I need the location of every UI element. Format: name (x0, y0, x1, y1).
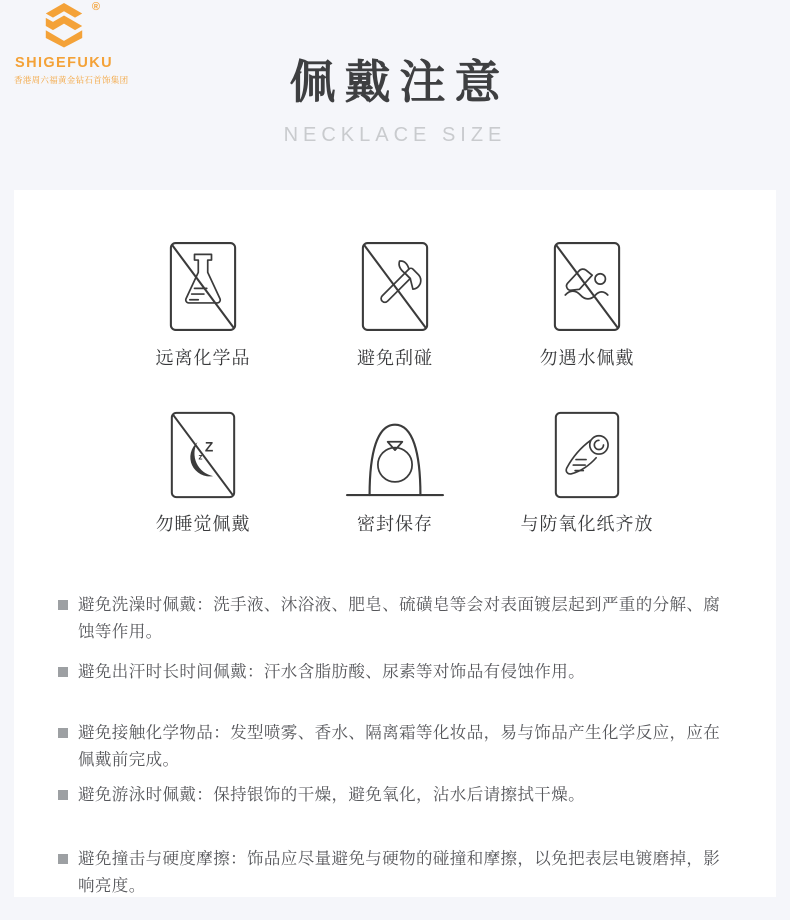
page-subtitle: NECKLACE SIZE (283, 124, 507, 146)
care-item-water (491, 240, 683, 370)
note-text: 避免撞击与硬度摩擦：饰品应尽量避免与硬物的碰撞和摩擦，以免把表层电镀磨掉，影响亮度。 (78, 850, 721, 896)
note-text: 避免洗澡时佩戴：洗手液、沐浴液、肥皂、硫磺皂等会对表面镀层起到严重的分解、腐蚀等作用。 (78, 596, 721, 641)
note-text: 避免接触化学物品：发型喷雾、香水、隔离霜等化妆品，易与饰品产生化学反应，应在佩戴前完成。 (78, 724, 721, 769)
brand-logo (14, 1, 129, 86)
sealed-storage-icon (343, 406, 447, 499)
bullet-square-icon (58, 667, 68, 677)
note-text: 避免出汗时长时间佩戴：汗水含脂肪酸、尿素等对饰品有侵蚀作用。 (78, 663, 585, 682)
page-title: 佩戴注意 (289, 56, 510, 108)
no-sleeping-icon (170, 406, 236, 499)
no-chemicals-icon (169, 240, 237, 333)
care-label: 密封保存 (357, 514, 433, 534)
care-item-sealed (299, 406, 491, 536)
care-note (58, 592, 728, 645)
svg-text:z: z (198, 452, 203, 462)
note-text: 避免游泳时佩戴：保持银饰的干燥，避免氧化，沾水后请擦拭干燥。 (78, 785, 585, 804)
care-icon-grid (107, 240, 683, 536)
care-label: 与防氧化纸齐放 (520, 514, 654, 534)
care-item-paper (491, 406, 683, 536)
bullet-square-icon (58, 728, 68, 738)
no-swimming-icon (553, 240, 621, 333)
brand-name: SHIGEFUKU (15, 55, 113, 71)
bullet-square-icon (58, 600, 68, 610)
page-heading (0, 46, 790, 147)
care-note (58, 659, 728, 686)
bullet-square-icon (58, 790, 68, 800)
content-card (14, 190, 776, 897)
care-item-sleep (107, 406, 299, 536)
bullet-square-icon (58, 854, 68, 864)
anti-oxidation-paper-icon (554, 406, 620, 499)
care-label: 避免刮碰 (357, 348, 433, 368)
care-note (58, 782, 728, 809)
registered-mark: ® (91, 1, 100, 13)
care-note (58, 720, 728, 773)
care-notes-list (14, 592, 776, 900)
care-item-chemicals (107, 240, 299, 370)
care-note (58, 846, 728, 899)
svg-text:Z: Z (204, 439, 214, 455)
no-hammer-icon (361, 240, 429, 333)
brand-tagline: 香港周六福黄金钻石首饰集团 (14, 75, 129, 85)
brand-s-hexagon-icon (42, 1, 100, 48)
care-item-scratch (299, 240, 491, 370)
care-label: 勿遇水佩戴 (539, 348, 635, 368)
care-label: 远离化学品 (155, 348, 251, 368)
care-label: 勿睡觉佩戴 (155, 514, 251, 534)
